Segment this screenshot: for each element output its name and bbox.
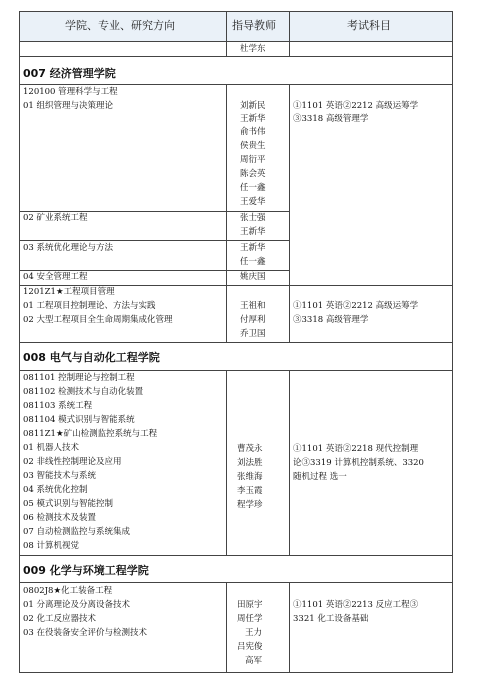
section-divider [19,582,453,583]
advisor-name: 吕宪俊 [237,642,263,652]
exam-subjects: 3321 化工设备基础 [293,614,369,624]
header-bottom-rule [19,41,453,42]
section-divider [19,84,453,85]
header-col-advisor: 指导教师 [232,19,276,32]
advisor-name: 周任学 [237,614,263,624]
advisor-name: 付厚利 [240,315,266,325]
section-divider [19,555,453,556]
exam-subjects: 论③3319 计算机控制系统、3320 [293,458,424,468]
advisor-name: 任一鑫 [240,257,266,267]
row-divider [19,56,453,57]
table-border-bottom [19,672,453,673]
row-divider [19,240,289,241]
row-divider [19,285,453,286]
program-line: 02 大型工程项目全生命周期集成化管理 [23,315,173,325]
advisor-name: 乔卫国 [240,329,266,339]
section-divider [19,342,453,343]
section-divider [19,370,453,371]
advisor-name: 田原宇 [237,600,263,610]
program-line: 03 在役装备安全评价与检测技术 [23,628,148,638]
advisor-name: 王爱华 [240,197,266,207]
program-line: 081103 系统工程 [23,401,93,411]
advisor-name: 刘新民 [240,101,266,111]
advisor-name: 张维海 [237,472,263,482]
advisor-name: 王新华 [240,243,266,253]
advisor-name: 王新华 [240,227,266,237]
exam-subjects: ③3318 高级管理学 [293,315,369,325]
advisor-name: 李玉霞 [237,486,263,496]
program-line: 02 矿业系统工程 [23,213,88,223]
column-divider [289,582,290,673]
advisor-name: 刘法胜 [237,458,263,468]
column-divider [289,84,290,343]
advisor-name: 陈会英 [240,169,266,179]
advisor-name: 杜学东 [240,44,266,54]
table-border-left [19,11,20,673]
advisor-name: 姚庆国 [240,272,266,282]
program-line: 07 自动检测监控与系统集成 [23,527,131,537]
program-line: 04 安全管理工程 [23,272,88,282]
column-divider [226,582,227,673]
section-title: 009 化学与环境工程学院 [23,564,149,577]
program-line: 02 化工反应器技术 [23,614,97,624]
exam-subjects: 随机过程 选一 [293,472,347,482]
advisor-name: 任一鑫 [240,183,266,193]
advisor-name: 周衍平 [240,155,266,165]
program-line: 06 检测技术及装置 [23,513,97,523]
column-divider [226,11,227,57]
advisor-name: 程学珍 [237,500,263,510]
program-line: 0811Z1★矿山检测监控系统与工程 [23,429,158,439]
program-line: 120100 管理科学与工程 [23,87,118,97]
header-col-college: 学院、专业、研究方向 [65,19,175,32]
exam-subjects: ①1101 英语②2212 高级运筹学 [293,301,419,311]
exam-subjects: ③3318 高级管理学 [293,114,369,124]
program-line: 05 模式识别与智能控制 [23,499,114,509]
program-line: 02 非线性控制理论及应用 [23,457,122,467]
header-col-exam: 考试科目 [347,19,391,32]
section-title: 008 电气与自动化工程学院 [23,351,160,364]
advisor-name: 王新华 [240,114,266,124]
column-divider [289,11,290,57]
program-line: 03 智能技术与系统 [23,471,97,481]
advisor-name: 高军 [245,656,263,666]
program-line: 0802J8★化工装备工程 [23,586,113,596]
program-line: 1201Z1★工程项目管理 [23,287,115,297]
program-line: 081102 检测技术与自动化装置 [23,387,144,397]
column-divider [226,84,227,343]
program-line: 01 工程项目控制理论、方法与实践 [23,301,156,311]
exam-subjects: ①1101 英语②2218 现代控制理 [293,444,419,454]
exam-subjects: ①1101 英语②2212 高级运筹学 [293,101,419,111]
advisor-name: 王力 [245,628,263,638]
column-divider [289,370,290,556]
table-border-top [19,11,453,12]
section-title: 007 经济管理学院 [23,67,116,80]
program-line: 04 系统优化控制 [23,485,88,495]
advisor-name: 侯贵生 [240,141,266,151]
program-line: 081101 控制理论与控制工程 [23,373,135,383]
advisor-name: 俞书伟 [240,127,266,137]
advisor-name: 张士强 [240,213,266,223]
exam-subjects: ①1101 英语②2213 反应工程③ [293,600,419,610]
program-line: 081104 模式识别与智能系统 [23,415,135,425]
row-divider [19,270,289,271]
program-line: 01 分离理论及分离设备技术 [23,600,131,610]
program-line: 08 计算机视觉 [23,541,80,551]
advisor-name: 曹茂永 [237,444,263,454]
column-divider [226,370,227,556]
program-line: 01 组织管理与决策理论 [23,101,114,111]
program-line: 03 系统优化理论与方法 [23,243,114,253]
row-divider [19,211,289,212]
program-line: 01 机器人技术 [23,443,80,453]
table-border-right [452,11,453,673]
advisor-name: 王祖和 [240,301,266,311]
